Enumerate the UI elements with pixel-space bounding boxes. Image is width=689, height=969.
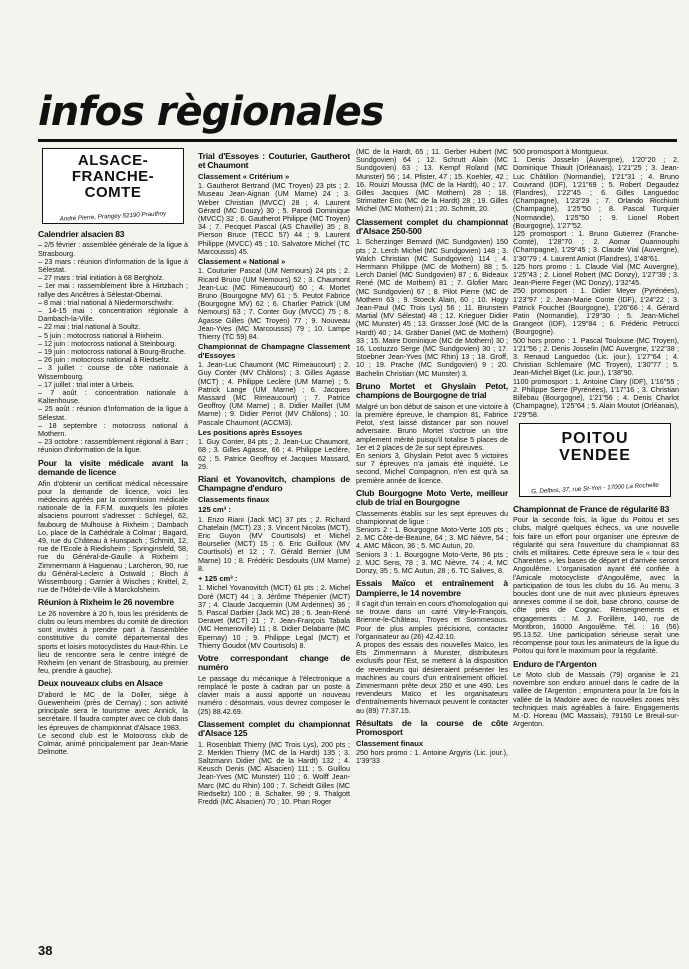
alsace-title-line: FRANCHE- xyxy=(71,168,155,185)
article-heading: Bruno Mortet et Ghyslain Petot, champions de Bourgogne de trial xyxy=(356,380,508,401)
article-paragraph: – 19 juin : motocross national à Bourg-Bruche. xyxy=(38,347,186,357)
section-subheading: Classement finaux xyxy=(356,738,424,748)
section-subheading: Classement « National » xyxy=(198,257,286,267)
article-paragraph: 125 promosport : 1. Bruno Gutierrez (Franche-Comté), 1'28"70 ; 2. Aomar Ouannouphi (Champagne), 1'29"45 ; 3. Claude Vial (Auvergne), 1'30"79 ; 4. Laurent Amiot (Flandres), 1'48"61. xyxy=(513,229,679,263)
section-subheading: Les positions après Essoyes xyxy=(198,427,303,437)
section-subheading: + 125 cm³ : xyxy=(198,573,238,583)
article-paragraph: Le 26 novembre à 20 h, tous les présidents de clubs ou leurs membres du comité de direction sont invités à prendre part à l'assemblée constitutive du comité départemental des sports et loisirs motocyclistes du Haut-Rhin. Le lieu de rencontre sera le centre intégré de Rixheim (en venant de Strasbourg, au premier feu, prendre à gauche). xyxy=(38,608,188,676)
column-3 xyxy=(356,148,508,765)
article-paragraph: 1. Michel Yovanovitch (MCT) 61 pts ; 2. Michel Doré (MCT) 44 ; 3. Jérôme Thépenier (MCT) 37 ; 4. Claude Jacquemin (UM Ardennes) 36 ; 5. Pascal Darbier (Jack MC) 28 ; 6. Jean-René Deravet (MCT) 21 ; 7. Jean-François Tabala (MC Hemenoville) 11 ; 8. Didier Delabarre (MC Epernay) 10 ; 9. Philippe Legal (MCT) et Thierry Goudot (MV Courtisols) 8. xyxy=(198,583,350,650)
article-heading: Réunion à Rixheim le 26 novembre xyxy=(38,597,174,608)
article-paragraph: D'abord le MC de la Doller, siège à Guewenheim (près de Cernay) ; son activité principale sera le tourisme avec Annick, la secrétaire. Il faudra compter avec ce club dans les épreuves de championnat d'Alsace 1983. xyxy=(38,689,188,732)
column-1-articles xyxy=(38,230,188,756)
article-heading: Résultats de la course de côte Promosport xyxy=(356,717,508,738)
article-paragraph: – 5 juin : motocross national à Rixheim. xyxy=(38,330,164,340)
article-paragraph: Malgré un bon début de saison et une victoire à la première épreuve, le champion 81, Fabrice Petot, s'est laissé distancer par son nouvel adversaire. Bruno Mortet s'octroie un titre amplement mérité puisqu'il totalise 5 places de 1er et 2 places de 2e sur sept épreuves. xyxy=(356,401,508,452)
article-paragraph: 1. Guy Conter, 84 pts ; 2. Jean-Luc Chaumont, 68 ; 3. Gilles Agasse, 66 ; 4. Philippe Leclère, 62 ; 5. Patrice Geoffroy et Jacques Massard, 29. xyxy=(198,437,350,471)
article-paragraph: 250 promosport : 1. Didier Meyer (Pyrénées), 1'23"97 ; 2. Jean-Marie Conte (IDF), 1'24"22 ; 3. Patrick Fouchet (Bourgogne), 1'26"66 ; 4. Gérard Patin (Normandie), 1'29"30 ; 5. Jean-Michel Grangeot (IDF), 1'29"84 ; 6. Frédéric Petrucci (Bourgogne). xyxy=(513,286,679,337)
article-paragraph: – 23 mars : réunion d'information de la ligue à Sélestat. xyxy=(38,256,188,275)
article-paragraph: – 25 août : réunion d'information de la ligue à Sélestat. xyxy=(38,404,188,422)
article-paragraph: 1. Gautherot Bertrand (MC Troyen) 23 pts ; 2. Museau Jean-Aignan (UM Marne) 24 ; 3. Weber Christian (MVCC) 28 ; 4. Laurent Gérard (MC Douzy) 30 ; 5. Parodi Dominique (MVCC) 32 ; 6. Gautherot Philippe (MC Troyen) 34 ; 7. Pecquet Pascal (AS Chaville) 35 ; 8. Pierson Bruce (TECC 57) 44 ; 9. Laurent Philippe (MVCC) 45 ; 10. Salvatore Michel (TC Marcoussis) 45. xyxy=(198,181,350,256)
poitou-region-box xyxy=(519,423,671,497)
article-paragraph: Seniors 3 : 1. Bourgogne Moto-Verte, 96 pts ; 2. MJC Sens, 78 ; 3. MC Nièvre, 74 ; 4. MC Donzy, 35 ; 5. MC Autun, 28 ; 6. TC Salives, 8. xyxy=(356,549,508,575)
article-heading: Classement complet du championnat d'Alsace 250-500 xyxy=(356,216,508,237)
alsace-title-line: COMTE xyxy=(84,184,142,201)
article-heading: Club Bourgogne Moto Verte, meilleur club de trial en Bourgogne xyxy=(356,487,508,508)
article-paragraph: 1. Jean-Luc Chaumont (MC Rimeaucourt) ; 2. Guy Conter (MV Châlons) ; 3. Gilles Agasse (MCT) ; 4. Philippe Leclère (UM Marne) ; 5. Patrick Lange (UM Marne) ; 6. Jacques Massard (MC Rimeaucourt) ; 7. Patrice Geoffroy (UM Marne) ; 8. Didier Maillet (UM Marne) ; 9. Didier Perrot (MV Châlons) ; 10. Pascale Chaumont (ACCM3). xyxy=(198,360,350,427)
column-4-articles xyxy=(513,505,679,729)
article-paragraph: – 14-15 mai : concentration régionale à Dambach-la-Ville. xyxy=(38,306,188,324)
article-paragraph: Afin d'obtenir un certificat médical nécessaire pour la demande de licence, voici les médecins agréés par la commission médicale nationale de la F.F.M. auxquels les pilotes alsaciens pourront s'adresser : Schlegel, 62, faubourg de Mulhouse à Rixheim ; Dambach Lo, place de la Cathédrale à Colmar ; Bagard, 49, rue du Château à Hunspach ; Schmitt, 12, rue de l'Ecole à Riedisheim ; Springinsfeld, 58, rue du Général-de-Gaulle à Rixheim ; Zimmermann à Haguenau ; Larcheron, 90, rue du Général-Leclerc à Ostwald ; Bloch à Wissembourg ; Garnier à Wisches ; Knittel, 2, rue de l'Hôtel-de-Ville à Marckolsheim. xyxy=(38,478,188,595)
article-paragraph: Seniors 2 : 1. Bourgogne Moto-Verte 105 pts ; 2. MC Côte-de-Beaune, 64 ; 3. MC Nièvre, 54 ; 4. AMC Mâcon, 36 ; 5. MC Autun, 20. xyxy=(356,524,508,551)
article-paragraph: – 22 mai : trial national à Soultz. xyxy=(38,322,141,332)
poitou-title-line: POITOU xyxy=(561,429,629,447)
article-paragraph: A propos des essais des nouvelles Maïco, les Ets Zimmermann à Munster, distributeurs exclusifs pour l'Est, se mettent à la disposition de revendeurs qui désireraient présenter les machines au cours d'un entraînement officiel. Zimmermann prête deux 250 et une 490. Les revendeurs Maïco et les organisateurs d'entraînements hivernaux peuvent le contacter au (89) 77.37.15. xyxy=(356,640,508,715)
poitou-address: G. Delbos, 37, rue St-Yon - 17000 La Rochelle xyxy=(531,481,659,495)
article-paragraph: 1. Rosenblatt Thierry (MC Trois Lys), 200 pts ; 2. Merklen Thierry (MC de la Hardt) 135 ; 3. Saltzmann Didier (MC de la Hardt) 132 ; 4. Keusch Denis (MC Alsacien) 111 ; 5. Guillou Jean-Yves (MC Munster) 110 ; 6. Wolff Jean-Marc (MC du Rhin) 100 ; 7. Scheidt Gilles (MC Riedseltz) 100 ; 8. Schalter, 99 ; 9. Thalgott Freddi (MC Alsacien) 70 ; 10. Phan Roger xyxy=(198,739,350,807)
page-header xyxy=(38,88,678,138)
column-2-articles xyxy=(198,152,350,806)
column-3-articles xyxy=(356,148,508,765)
article-heading: Votre correspondant change de numéro xyxy=(198,653,350,673)
article-paragraph: Classements établis sur les sept épreuves du championnat de ligue : xyxy=(356,508,508,526)
article-paragraph: Il s'agit d'un terrain en cours d'homologation qui se trouve dans un carré Vitry-le-François, Brienne-le-Château, Troyes et Sommesous. Pour de plus amples précisions, contactez l'organisateur au (26) 42.42.10. xyxy=(356,598,508,641)
article-paragraph: 1100 promosport : 1. Antoine Clary (IDF), 1'16"55 ; 2. Philippe Serre (Pyrénées), 1'17"16 ; 3. Christian Billebau (Bourgogne), 1'21"56 ; 4. Denis Charlot (Champagne), 1'25"64 ; 5. Alain Moutot (Orléanais), 1'29"58. xyxy=(513,376,679,419)
column-1 xyxy=(38,148,188,756)
article-heading: Pour la visite médicale avant la demande de licence xyxy=(38,457,188,478)
article-paragraph: 250 hors promo : 1. Antoine Argyris (Lic. jour.), 1'39"33 xyxy=(356,748,508,766)
page-number: 38 xyxy=(38,943,53,958)
article-heading: Calendrier alsacien 83 xyxy=(38,229,125,239)
article-paragraph: – 18 septembre : motocross national à Mothern. xyxy=(38,420,188,439)
article-paragraph: Pour la seconde fois, la ligue du Poitou et ses clubs, malgré quelques échecs, va une nouvelle fois faire un effort pour organiser une épreuve de régularité qui sera l'ouverture du championnat 83 civils et militaires. Cette épreuve sera le « tour des Charentes », les bases de départ et d'arrivée seront Angoulême. L'organisation ayant été confiée à l'Amicale motocycliste d'Angoulême, avec la participation de tous les clubs du 16. Au menu, 3 boucles dont une de nuit avec plusieurs épreuves annexes comme il se doit, base chrono, course de côte près de Cognac. Renseignements et engagements : M. J. Forillère, 140, rue de Montbron, 16000 Angoulême. Tél. : 16 (56) 95.13.52. Une participation sérieuse serait une récompense pour tous les animateurs de la ligue du Poitou qui font le maximum pour la régularité. xyxy=(513,515,679,656)
alsace-address: André Pierre, Prangey 52190 Prauthoy xyxy=(59,210,167,223)
article-paragraph: 1. Couturier Pascal (UM Nemours) 24 pts ; 2. Ricard Bruno (UM Nemours) 52 ; 3. Chaumont Jean-Luc (MC Rimeaucourt) 60 ; 4. Mortet Bruno (Bourgogne MV) 61 ; 5. Peutot Fabrice (Bourgogne MV) 62 ; 6. Charlier Patrick (UM Nemours) 63 ; 7. Conter Guy (MVCC) 75 ; 8. Agasse Gilles (MC Troyen) 77 ; 9. Nouveau Jean-Yves (MC Marcoussis) 79 ; 10. Lampe Thierry (TC 59) 84. xyxy=(198,266,350,342)
article-heading: Riani et Yovanovitch, champions de Champagne d'enduro xyxy=(198,473,350,494)
section-subheading: 125 cm³ : xyxy=(198,505,231,515)
poitou-title xyxy=(520,430,670,464)
article-paragraph: 1. Denis Josselin (Auvergne), 1'20"20 ; 2. Dominique Thiault (Orléanais), 1'21"25 ; 3. Jean-Luc Châtillon (Normandie), 1'21"31 ; 4. Bruno Couvrand (IDF), 1'21"69 ; 5. Robert Degaudez (Flandres), 1'22"45 ; 6. Gilles Languedoc (Champagne), 1'23"29 ; 7. Orlando Ricchiutti (Champagne), 1'25"50 ; 8. Pascal Turquier (Normandie), 1'25"50 ; 9. Lionel Robert (Bourgogne), 1'27"52. xyxy=(513,155,679,230)
article-heading: Championnat de France de régularité 83 xyxy=(513,503,670,514)
article-paragraph: – 23 octobre : rassemblement régional à Barr ; réunion d'information de la ligue. xyxy=(38,437,188,455)
article-paragraph: – 17 juillet : trial inter à Urbeis. xyxy=(38,379,135,389)
column-4-results xyxy=(513,148,679,419)
alsace-title-line: ALSACE- xyxy=(77,152,149,169)
alsace-title xyxy=(43,153,183,201)
article-paragraph: – 8 mai : trial national à Niedermorschwihr. xyxy=(38,297,174,307)
article-paragraph: 125 hors promo : 1. Claude Vial (MC Auvergne), 1'25"43 ; 2. Lionel Robert (MC Donzy), 1'27"39 ; 3. Jean-Pierre Feger (MC Donzy), 1'32"45. xyxy=(513,261,679,288)
article-paragraph: Le Moto club de Massais (79) organise le 21 novembre son enduro annuel dans le cadre de la vallée de l'Argenton ; empruntera pour la 1re fois la vallée de la Madoire avec de nouvelles zones très techniques mais agréables à faire. Engagements M.-D. Horeau (MC Massais), 79150 Le Breuil-sur-Argenton. xyxy=(513,669,679,729)
alsace-region-box xyxy=(42,148,184,224)
section-subheading: Championnat de Champagne Classement d'Essoyes xyxy=(198,342,350,360)
article-heading: Trial d'Essoyes : Couturier, Gautherot et Chaumont xyxy=(198,151,350,171)
article-paragraph: En seniors 3, Ghyslain Petot avec 5 victoires sur 7 épreuves n'a jamais été inquiété. Le second, Michel Compagnon, n'en est qu'à sa première année de licence. xyxy=(356,450,508,485)
article-paragraph: – 1er mai : rassemblement libre à Hirtzbach ; rallye des Ancêtres à Sélestat-Obernai. xyxy=(38,281,188,299)
article-paragraph: – 2/5 février : assemblée générale de la ligue à Strasbourg. xyxy=(38,240,188,258)
article-paragraph: 1. Scherzinger Bernard (MC Sundgovien) 150 pts ; 2. Lerch Michel (MC Sundgovien) 148 ; 3. Walch Christian (MC Sundgovien) 114 ; 4. Herrmann Philippe (MC de Mothern) 88 ; 5. Lerch Daniel (MC Sundgovien) 87 ; 6. Bideaux René (MC de Mothern) 81 ; 7. Glofier Marc (MC Sundgovien) 67 ; 8. Pilot Pierre (MC de Mothern 63 ; 9. Stoeck Alain, 60 ; 10. Hogy Jean-Paul (MC Trois Lys) 56 ; 11. Brunstein Martial (MV Sélestat) 48 ; 12. Krieguer Didier (MC Munster) 45 ; 13. Grasser José (MC de la Hardt) 40 ; 14. Gräber Daniel (MC de Mothern) 33 ; 15. Maire Dominique (MC de Mothern) 30 ; 16. Lostuzzo Serge (MC Sundgovien) 30 ; 17. Stoebner Jean-Yves (MC Rhin) 13 ; 18. Groff, 10 ; 19. Prache (MC Sundgovien) 9 ; 20. Bachelin Christian (MC Munster) 3. xyxy=(356,237,508,378)
article-paragraph: 500 hors promo : 1. Pascal Toulouse (MC Troyen), 1'21"56 ; 2. Denis Josselin (MC Auvergne, 1'22"38 ; 3. Renaud Languedoc (Lic. jour.), 1'27"64 ; 4. Christian Schlemaire (MC Troyen), 1'30"77 ; 5. Jean-Michel Biget (Lic. jour.), 1'38"90. xyxy=(513,335,679,378)
article-heading: Deux nouveaux clubs en Alsace xyxy=(38,678,163,689)
section-subheading: Classements finaux xyxy=(198,494,270,504)
article-heading: Classement complet du championnat d'Alsace 125 xyxy=(198,718,350,739)
article-paragraph: (MC de la Hardt, 65 ; 11. Gerber Hubert (MC Sundgovien) 64 ; 12. Schrutt Alain (MC Sundgovien) 63 ; 13. Kempf Roland (MC Munster) 56 ; 14. Pfister, 47 ; 15. Koehler, 42 ; 16. Rouizi Moussa (MC de la Hardt), 40 ; 17. Gilles Jacques (MC Mothern) 28 ; 18. Strimatter Eric (MC de la Hardt) 28 ; 19. Gilles Michel (MC Mothern) 21 ; 20. Schmitt, 20. xyxy=(356,148,508,214)
article-paragraph: – 27 mars : trial initiation à 68 Bergholz. xyxy=(38,273,165,283)
article-paragraph: – 7 août : concentration nationale à Kaltenhouse. xyxy=(38,388,188,406)
article-paragraph: – 26 juin : motocross national à Riedseltz. xyxy=(38,355,172,365)
article-paragraph: Le second club est le Motocross club de Colmar, animé principalement par Jean-Marie Delmotte. xyxy=(38,730,188,757)
poitou-title-line: VENDEE xyxy=(559,446,631,464)
header-rule xyxy=(38,139,677,142)
article-paragraph: 1. Enzo Riani (Jack MC) 37 pts ; 2. Richard Chatelain (MCT) 23 ; 3. Vincent Nicolas (MCT), Eric Guyon (MV Courtisols) et Michel Bourselier (MCT) 15 ; 6. Eric Guilloux (MV Courtisols) et 12 ; 7. Gérald Bernier (UM Marne) 10 ; 8. Frédéric Desdouits (UM Marne) 8. xyxy=(198,514,350,573)
article-heading: Essais Maïco et entraînement à Dampierre, le 14 novembre xyxy=(356,578,508,598)
page-title: infos règionales xyxy=(38,89,384,135)
section-subheading: Classement « Critérium » xyxy=(198,171,290,181)
column-2 xyxy=(198,148,350,806)
article-heading: Enduro de l'Argenton xyxy=(513,658,597,669)
article-paragraph: – 3 juillet : course de côte nationale à Wissembourg. xyxy=(38,363,188,381)
article-paragraph: – 12 juin : motocross national à Steinbourg. xyxy=(38,338,177,348)
article-paragraph: 500 promosport à Montgueux. xyxy=(513,148,609,156)
article-paragraph: Le passage du mécanique à l'électronique a remplacé le poste à cadran par un poste à clavier mais a aussi apporté un nouveau numéro : désormais, vous devrez composer le (25) 88.42.69. xyxy=(198,673,350,716)
column-4 xyxy=(513,148,679,728)
